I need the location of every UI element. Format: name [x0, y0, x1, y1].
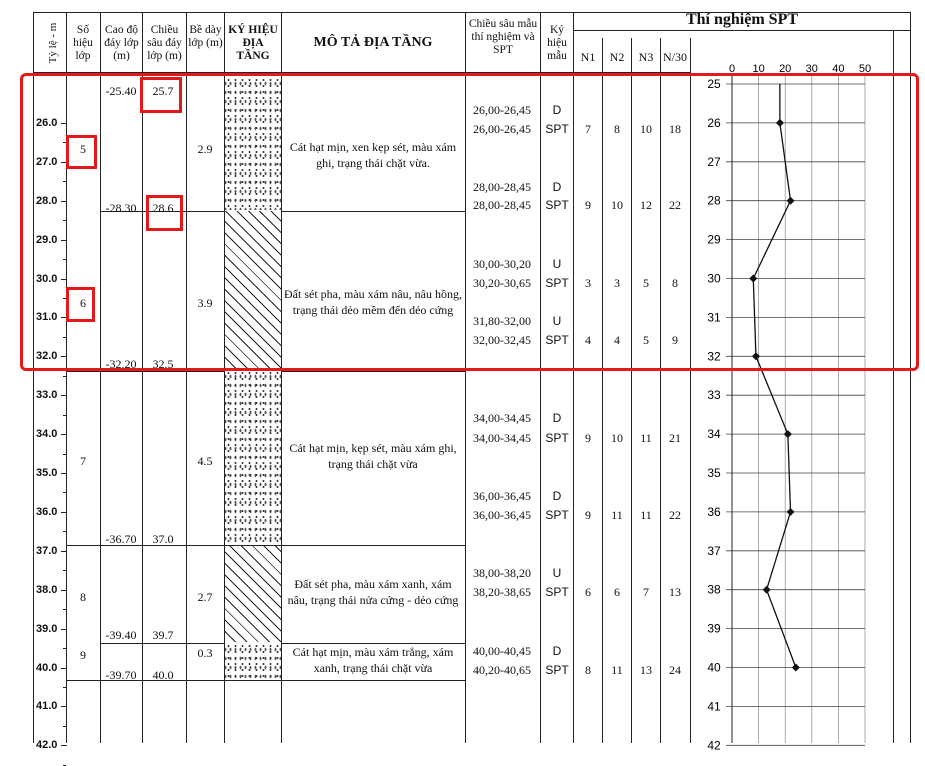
- sample-code: SPT: [545, 585, 569, 599]
- layer-description: Cát hạt mịn, màu xám trắng, xám xanh, trạng thái chặt vừa: [292, 645, 454, 675]
- layer-elevation: -39.70: [105, 668, 137, 682]
- spt-n3: 11: [640, 431, 652, 445]
- spt-y-tick-label: 38: [707, 582, 721, 597]
- sample-code-header: Ký hiệu mẫu: [547, 24, 567, 62]
- depth-scale-halftick: [63, 726, 66, 727]
- layer-elevation: -25.40: [105, 84, 137, 98]
- layer-description: Đất sét pha, màu xám nâu, nâu hồng, trạng thái dẻo mềm đến dẻo cứng: [284, 287, 462, 317]
- spt-n30: 24: [669, 663, 681, 677]
- depth-scale-halftick: [63, 687, 66, 688]
- spt-y-tick-label: 40: [707, 660, 721, 675]
- sample-code: SPT: [545, 431, 569, 445]
- depth-scale-halftick: [63, 531, 66, 532]
- spt-n1: 9: [585, 508, 591, 522]
- layer-no-header: Số hiệu lớp: [73, 24, 93, 62]
- depth-scale-label: 29.0: [36, 233, 58, 246]
- spt-y-tick-label: 36: [707, 504, 721, 519]
- depth-scale-label: 30.0: [36, 272, 58, 285]
- spt-x-tick-label: 30: [805, 63, 818, 75]
- sample-code: D: [552, 103, 562, 117]
- sample-code: SPT: [545, 663, 569, 677]
- spt-x-tick-label: 0: [728, 63, 736, 75]
- spt-n3: 11: [640, 508, 652, 522]
- layer-elevation: -39.40: [105, 628, 137, 642]
- depth-scale-tick: [61, 706, 67, 707]
- sample-depth: 26,00-26,45: [473, 103, 531, 117]
- spt-n1: 7: [585, 122, 591, 136]
- sample-code: D: [552, 180, 562, 194]
- spt-x-tick-label: 20: [779, 63, 792, 75]
- sample-depth: 36,00-36,45: [473, 489, 531, 503]
- sample-depth: 38,00-38,20: [473, 566, 531, 580]
- depth-scale-label: 34.0: [36, 428, 58, 441]
- n30-header: N/30: [663, 50, 687, 64]
- depth-scale-label: 42.0: [36, 739, 58, 752]
- spt-y-tick-label: 35: [707, 466, 721, 480]
- layer-no: 5: [80, 142, 86, 156]
- spt-n3: 12: [640, 198, 652, 212]
- layer-depth: 28.6: [152, 201, 174, 215]
- sample-code: SPT: [545, 276, 569, 290]
- layer-no: 8: [80, 590, 86, 604]
- spt-n1: 3: [585, 276, 591, 290]
- spt-n1: 9: [585, 431, 591, 445]
- symbol-header: KÝ HIỆU ĐỊA TẦNG: [228, 24, 278, 62]
- spt-n30: 22: [669, 508, 681, 522]
- layer-description: Cát hạt mịn, kẹp sét, màu xám ghi, trạng thái chặt vừa: [289, 441, 457, 471]
- highlight-depth-28-6: [146, 195, 183, 231]
- depth-scale-halftick: [63, 570, 66, 571]
- spt-x-tick-label: 10: [752, 63, 765, 75]
- depth-scale-label: 26.0: [36, 116, 58, 129]
- spt-n1: 4: [585, 333, 591, 347]
- sample-depth: 36,00-36,45: [473, 508, 531, 522]
- spt-y-tick-label: 37: [707, 543, 721, 558]
- spt-point: [787, 508, 795, 516]
- clay-symbol-layer8: [225, 546, 281, 642]
- depth-scale-label: 40.0: [36, 661, 58, 674]
- spt-n2: 6: [614, 585, 620, 599]
- layer-description: Đất sét pha, màu xám xanh, xám nâu, trạng thái nửa cứng - dẻo cứng: [287, 577, 459, 607]
- spt-y-tick-label: 39: [707, 621, 721, 636]
- spt-n2: 11: [611, 663, 623, 677]
- depth-scale-halftick: [63, 376, 66, 377]
- sample-depth-header: Chiều sâu mẫu thí nghiệm và SPT: [468, 18, 538, 56]
- depth-scale-tick: [61, 551, 67, 552]
- spt-y-tick-label: 42: [707, 738, 721, 753]
- elevation-header: Cao độ đáy lớp (m): [104, 24, 139, 62]
- spt-n3: 13: [640, 663, 652, 677]
- layer-thickness: 3.9: [197, 296, 213, 310]
- layer-thickness: 2.7: [197, 590, 213, 604]
- sample-depth: 34,00-34,45: [473, 431, 531, 445]
- layer-no: 9: [80, 648, 86, 662]
- sample-depth: 40,20-40,65: [473, 663, 531, 677]
- depth-scale-label: 28.0: [36, 194, 58, 207]
- layer-no: 6: [80, 296, 86, 310]
- spt-n30: 22: [669, 198, 681, 212]
- depth-scale-label: 27.0: [36, 155, 58, 168]
- spt-n2: 4: [614, 333, 620, 347]
- depth-scale-halftick: [63, 609, 66, 610]
- depth-scale-tick: [61, 473, 67, 474]
- highlight-layer-5: [66, 135, 97, 169]
- sample-code: D: [552, 644, 562, 658]
- n3-header: N3: [638, 50, 654, 64]
- spt-n30: 18: [669, 122, 681, 136]
- depth-scale-label: 31.0: [36, 311, 58, 324]
- highlight-layer-6: [66, 287, 95, 322]
- depth-header: Chiều sâu đáy lớp (m): [147, 24, 182, 62]
- sample-code: SPT: [545, 333, 569, 347]
- spt-n2: 10: [611, 431, 623, 445]
- layer-elevation: -32.20: [105, 357, 137, 371]
- layer-elevation: -28.30: [105, 201, 137, 215]
- layer-depth: 25.7: [152, 84, 174, 98]
- depth-scale-halftick: [63, 454, 66, 455]
- scale-header: Tỷ lệ - m: [47, 22, 59, 64]
- spt-title: Thí nghiệm SPT: [685, 11, 799, 28]
- depth-scale-label: 35.0: [36, 467, 58, 479]
- spt-n1: 9: [585, 198, 591, 212]
- layer-no: 7: [80, 454, 86, 468]
- depth-scale-tick: [61, 668, 67, 669]
- spt-n30: 9: [672, 333, 678, 347]
- sand-symbol-layer9: [225, 643, 281, 679]
- depth-scale-label: 38.0: [36, 583, 58, 596]
- layer-depth: 32.5: [152, 357, 174, 371]
- layer-description: Cát hạt mịn, xen kẹp sét, màu xám ghi, trạng thái chặt vừa.: [289, 140, 457, 170]
- depth-scale-label: 41.0: [36, 700, 58, 713]
- sand-symbol-layer7: [225, 370, 281, 545]
- sample-depth: 40,00-40,45: [473, 644, 531, 658]
- depth-scale-tick: [61, 629, 67, 630]
- depth-scale-label: 33.0: [36, 389, 58, 402]
- spt-n30: 13: [669, 585, 681, 599]
- spt-x-tick-label: 50: [858, 63, 872, 75]
- sample-code: SPT: [545, 508, 569, 522]
- sample-depth: 30,00-30,20: [473, 257, 531, 271]
- spt-n30: 8: [672, 276, 678, 290]
- n2-header: N2: [609, 50, 625, 64]
- spt-n3: 7: [643, 585, 649, 599]
- spt-y-tick-label: 31: [707, 310, 721, 325]
- spt-y-tick-label: 34: [707, 427, 721, 442]
- spt-sub-line: [573, 30, 911, 31]
- description-header: MÔ TẢ ĐỊA TẦNG: [313, 35, 433, 50]
- spt-n2: 3: [614, 276, 620, 290]
- depth-scale-label: 36.0: [36, 505, 58, 518]
- sample-code: SPT: [545, 198, 569, 212]
- layer-thickness: 2.9: [197, 142, 213, 156]
- layer-depth: 37.0: [152, 532, 174, 546]
- spt-n3: 5: [643, 276, 649, 290]
- spt-y-tick-label: 33: [707, 388, 721, 403]
- sample-depth: 38,20-38,65: [473, 585, 531, 599]
- depth-scale-label: 37.0: [36, 544, 58, 557]
- depth-scale-tick: [61, 434, 67, 435]
- spt-n2: 10: [611, 198, 623, 212]
- depth-scale-halftick: [63, 415, 66, 416]
- spt-y-tick-label: 26: [707, 115, 721, 130]
- depth-scale-label: 32.0: [36, 350, 58, 363]
- spt-point: [763, 586, 771, 594]
- spt-y-tick-label: 30: [707, 271, 721, 286]
- spt-n2: 11: [611, 508, 623, 522]
- sample-depth: 28,00-28,45: [473, 180, 531, 194]
- sample-depth: 28,00-28,45: [473, 198, 531, 212]
- depth-scale-halftick: [63, 492, 66, 493]
- depth-scale-tick: [61, 395, 67, 396]
- layer-depth: 39.7: [152, 628, 174, 642]
- highlight-depth-25-7: [140, 77, 182, 113]
- layer-elevation: -36.70: [105, 532, 137, 546]
- spt-n3: 5: [643, 333, 649, 347]
- spt-y-tick-label: 25: [707, 77, 721, 91]
- depth-scale-tick: [61, 590, 67, 591]
- spt-y-tick-label: 28: [707, 193, 721, 208]
- spt-n1: 8: [585, 663, 591, 677]
- sample-depth: 26,00-26,45: [473, 122, 531, 136]
- depth-scale-label: 39.0: [36, 622, 58, 635]
- spt-y-tick-label: 41: [707, 699, 721, 714]
- spt-y-tick-label: 27: [707, 154, 721, 169]
- depth-scale-tick: [61, 512, 67, 513]
- spt-n2: 8: [614, 122, 620, 136]
- sample-depth: 30,20-30,65: [473, 276, 531, 290]
- spt-y-tick-label: 32: [707, 349, 721, 364]
- spt-point: [792, 664, 800, 672]
- n1-header: N1: [580, 50, 596, 64]
- sample-code: U: [552, 314, 562, 328]
- sample-code: U: [552, 257, 562, 271]
- sample-code: D: [552, 489, 562, 503]
- spt-n3: 10: [640, 122, 652, 136]
- sample-code: SPT: [545, 122, 569, 136]
- sample-depth: 34,00-34,45: [473, 411, 531, 425]
- spt-n30: 21: [669, 431, 681, 445]
- depth-scale-halftick: [63, 648, 66, 649]
- spt-y-tick-label: 29: [707, 232, 721, 247]
- sample-code: D: [552, 411, 562, 425]
- layer-thickness: 4.5: [197, 454, 213, 468]
- spt-x-tick-label: 40: [832, 63, 845, 75]
- sample-depth: 31,80-32,00: [473, 314, 531, 328]
- sample-code: U: [552, 566, 562, 580]
- layer-depth: 40.0: [152, 668, 174, 682]
- layer-thickness: 0.3: [197, 646, 213, 660]
- depth-scale-tick: [61, 745, 67, 746]
- thickness-header: Bề dày lớp (m): [188, 24, 223, 49]
- spt-n1: 6: [585, 585, 591, 599]
- sample-depth: 32,00-32,45: [473, 333, 531, 347]
